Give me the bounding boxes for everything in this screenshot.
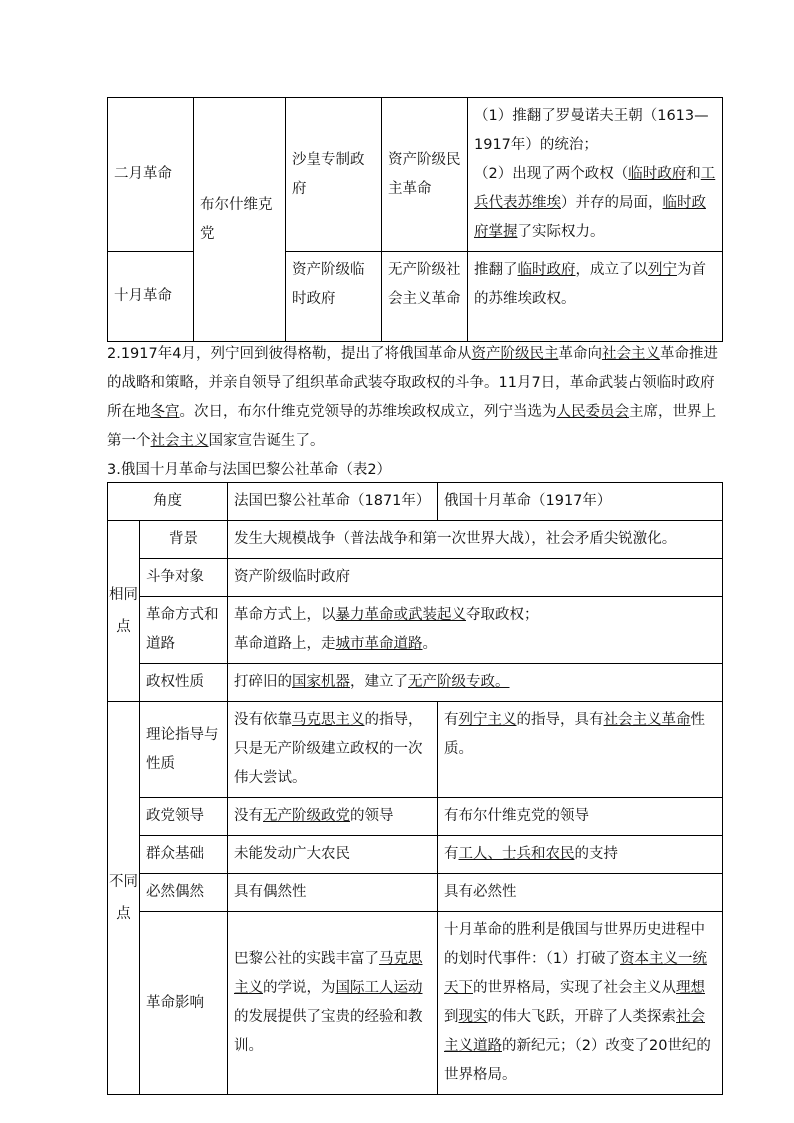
- necessity-russia-cell: 具有必然性: [438, 874, 723, 912]
- impact-russia-cell: 十月革命的胜利是俄国与世界历史进程中的划时代事件：（1）打破了资本主义一统天下的世界格局，实现了社会主义从理想到现实的伟大飞跃，开辟了人类探索社会主义道路的新纪元；（2）改变了20世纪的世界格局。: [438, 912, 723, 1095]
- header-paris: 法国巴黎公社革命（1871年）: [228, 483, 438, 521]
- header-russia: 俄国十月革命（1917年）: [438, 483, 723, 521]
- target-cell: 资产阶级临时政府: [228, 559, 723, 597]
- oct-nature-cell: 无产阶级社会主义革命: [382, 252, 468, 342]
- bolshevik-party-cell: 布尔什维克党: [194, 98, 286, 342]
- oct-result-cell: 推翻了临时政府，成立了以列宁为首的苏维埃政权。: [468, 252, 723, 342]
- feb-result-2: （2）出现了两个政权（临时政府和工兵代表苏维埃）并存的局面，临时政府掌握了实际权力。: [474, 166, 716, 240]
- revolution-table-1: [107, 97, 723, 342]
- paragraph-2: 2.1917年4月，列宁回到彼得格勒，提出了将俄国革命从资产阶级民主革命向社会主义革命推进的战略和策略，并亲自领导了组织革命武装夺取政权的斗争。11月7日，革命武装占领临时政府所在地冬宫。次日，布尔什维克党领导的苏维埃政权成立，列宁当选为人民委员会主席，世界上第一个社会主义国家宣告诞生了。: [107, 346, 718, 449]
- party-label: 政党领导: [140, 798, 228, 836]
- method-cell: [228, 597, 723, 664]
- feb-result-cell: [468, 98, 723, 252]
- mass-label: 群众基础: [140, 836, 228, 874]
- background-cell: 发生大规模战争（普法战争和第一次世界大战），社会矛盾尖锐激化。: [228, 521, 723, 559]
- mass-paris-cell: 未能发动广大农民: [228, 836, 438, 874]
- party-russia-cell: 有布尔什维克党的领导: [438, 798, 723, 836]
- theory-paris-cell: 没有依靠马克思主义的指导，只是无产阶级建立政权的一次伟大尝试。: [228, 702, 438, 798]
- impact-paris-cell: 巴黎公社的实践丰富了马克思主义的学说，为国际工人运动的发展提供了宝贵的经验和教训。: [228, 912, 438, 1095]
- power-cell: 打碎旧的国家机器，建立了无产阶级专政。: [228, 664, 723, 702]
- background-label: 背景: [140, 521, 228, 559]
- comparison-table-2: [107, 482, 723, 1095]
- feb-revolution-name: 二月革命: [108, 98, 194, 252]
- table-2-title: 3.俄国十月革命与法国巴黎公社革命（表2）: [107, 462, 392, 478]
- road-line: 革命道路上，走城市革命道路。: [234, 636, 437, 652]
- power-label: 政权性质: [140, 664, 228, 702]
- impact-label: 革命影响: [140, 912, 228, 1095]
- method-line: 革命方式上，以暴力革命或武装起义夺取政权；: [234, 607, 539, 623]
- oct-target-cell: 资产阶级临时政府: [286, 252, 382, 342]
- header-angle: 角度: [108, 483, 228, 521]
- party-paris-cell: 没有无产阶级政党的领导: [228, 798, 438, 836]
- feb-result-1: （1）推翻了罗曼诺夫王朝（1613—1917年）的统治；: [474, 108, 709, 153]
- same-points-label: 相同点: [108, 521, 140, 702]
- method-label: 革命方式和道路: [140, 597, 228, 664]
- feb-nature-cell: 资产阶级民主革命: [382, 98, 468, 252]
- theory-russia-cell: 有列宁主义的指导，具有社会主义革命性质。: [438, 702, 723, 798]
- necessity-label: 必然偶然: [140, 874, 228, 912]
- different-points-label: 不同点: [108, 702, 140, 1095]
- target-label: 斗争对象: [140, 559, 228, 597]
- oct-revolution-name: 十月革命: [108, 252, 194, 342]
- mass-russia-cell: 有工人、士兵和农民的支持: [438, 836, 723, 874]
- theory-label: 理论指导与性质: [140, 702, 228, 798]
- feb-target-cell: 沙皇专制政府: [286, 98, 382, 252]
- necessity-paris-cell: 具有偶然性: [228, 874, 438, 912]
